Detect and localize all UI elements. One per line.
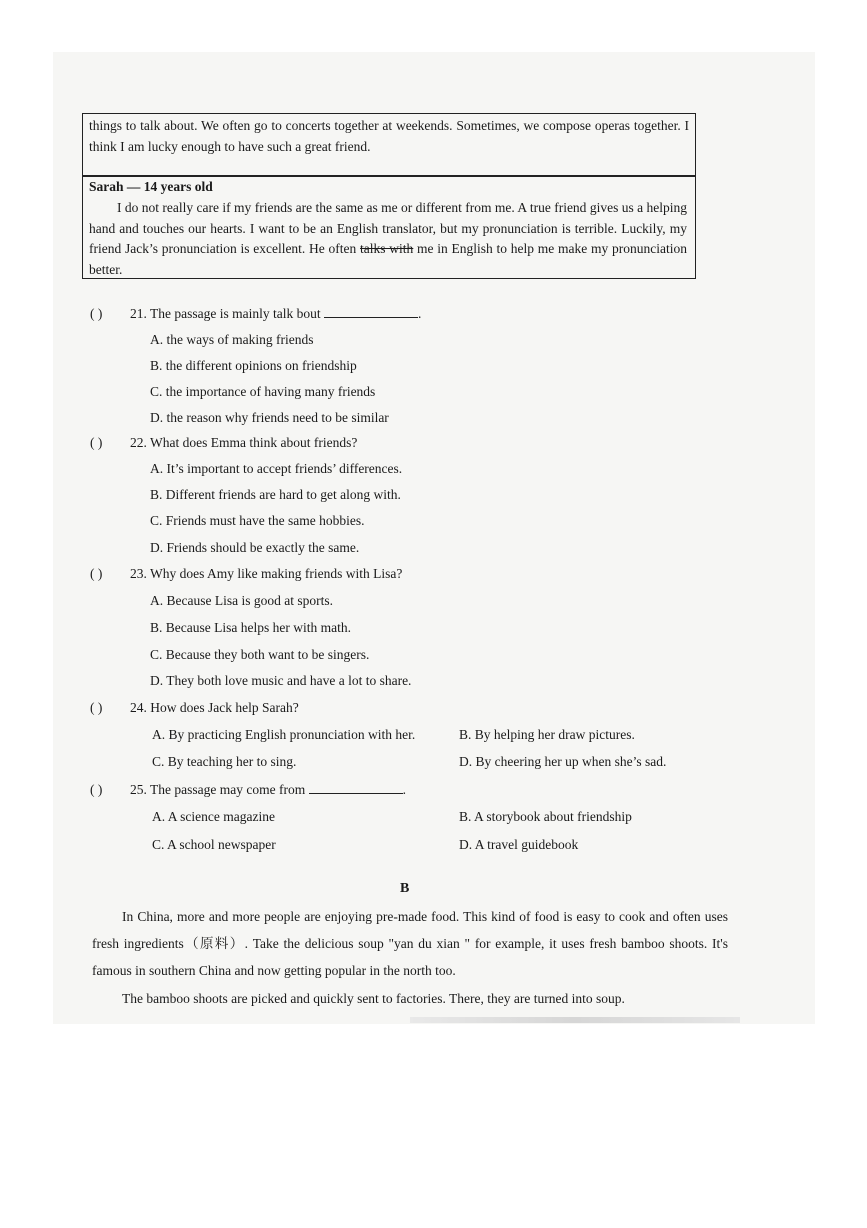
question-22-text: 22. What does Emma think about friends? <box>130 435 358 450</box>
question-23-text: 23. Why does Amy like making friends with Lisa? <box>130 566 403 581</box>
passage-continued-text: things to talk about. We often go to concerts together at weekends. Sometimes, we compose operas together. I think I am lucky enough to have such a great friend. <box>89 118 689 154</box>
question-21-period: . <box>417 306 422 321</box>
question-21-option-d[interactable]: D. the reason why friends need to be similar <box>150 410 389 425</box>
sarah-text-b: me in English to help me make my pronunciation better. <box>89 241 687 277</box>
question-22-paren[interactable]: ( ) <box>90 435 103 450</box>
question-24-text: 24. How does Jack help Sarah? <box>130 700 299 715</box>
sarah-heading: Sarah — 14 years old <box>89 179 213 194</box>
question-25-option-b[interactable]: B. A storybook about friendship <box>459 809 632 824</box>
question-21-stem <box>130 304 421 325</box>
question-25-option-c[interactable]: C. A school newspaper <box>152 837 276 852</box>
section-b-paragraph-2: The bamboo shoots are picked and quickly sent to factories. There, they are turned into soup. <box>122 991 625 1006</box>
question-23-option-c[interactable]: C. Because they both want to be singers. <box>150 647 370 662</box>
question-23-option-b[interactable]: B. Because Lisa helps her with math. <box>150 620 351 635</box>
section-b-paragraph-1: In China, more and more people are enjoying pre-made food. This kind of food is easy to cook and often uses fresh ingredients（原料）. Take the delicious soup "yan du xian " for example, it uses fresh bamboo shoots. It's famous in southern China and now getting popular in the north too. <box>92 909 728 978</box>
section-b-heading: B <box>400 881 410 896</box>
sarah-paragraph <box>89 198 687 280</box>
question-23-option-d[interactable]: D. They both love music and have a lot to share. <box>150 673 412 688</box>
question-22-option-c[interactable]: C. Friends must have the same hobbies. <box>150 513 365 528</box>
question-23-paren[interactable]: ( ) <box>90 566 103 581</box>
question-24-option-a[interactable]: A. By practicing English pronunciation with her. <box>152 727 416 742</box>
sarah-struck-text: talks with <box>360 241 414 256</box>
question-22-option-a[interactable]: A. It’s important to accept friends’ differences. <box>150 461 403 476</box>
question-25-paren[interactable]: ( ) <box>90 782 103 797</box>
question-25-option-a[interactable]: A. A science magazine <box>152 809 275 824</box>
question-24-paren[interactable]: ( ) <box>90 700 103 715</box>
question-25-stem <box>130 780 406 801</box>
question-25-option-d[interactable]: D. A travel guidebook <box>459 837 579 852</box>
question-22-option-b[interactable]: B. Different friends are hard to get along with. <box>150 487 401 502</box>
question-21-paren[interactable]: ( ) <box>90 306 103 321</box>
question-24-option-d[interactable]: D. By cheering her up when she’s sad. <box>459 754 667 769</box>
question-25-period: . <box>402 782 406 797</box>
question-24-option-c[interactable]: C. By teaching her to sing. <box>152 754 297 769</box>
question-21-text: 21. The passage is mainly talk bout <box>130 306 321 321</box>
question-21-option-b[interactable]: B. the different opinions on friendship <box>150 358 357 373</box>
question-23-option-a[interactable]: A. Because Lisa is good at sports. <box>150 593 333 608</box>
question-21-option-c[interactable]: C. the importance of having many friends <box>150 384 376 399</box>
scan-artifact <box>410 1017 740 1023</box>
question-24-option-b[interactable]: B. By helping her draw pictures. <box>459 727 635 742</box>
question-22-option-d[interactable]: D. Friends should be exactly the same. <box>150 540 360 555</box>
question-25-text: 25. The passage may come from <box>130 782 306 797</box>
answer-blank[interactable] <box>324 305 418 318</box>
question-21-option-a[interactable]: A. the ways of making friends <box>150 332 314 347</box>
answer-blank[interactable] <box>309 781 403 794</box>
sarah-text-a: I do not really care if my friends are the same as me or different from me. A true friend gives us a helping hand and touches our hearts. I want to be an English translator, but my pronunciation is terrible. Luckily, my friend Jack’s pronunciation is excellent. He often <box>89 200 687 256</box>
